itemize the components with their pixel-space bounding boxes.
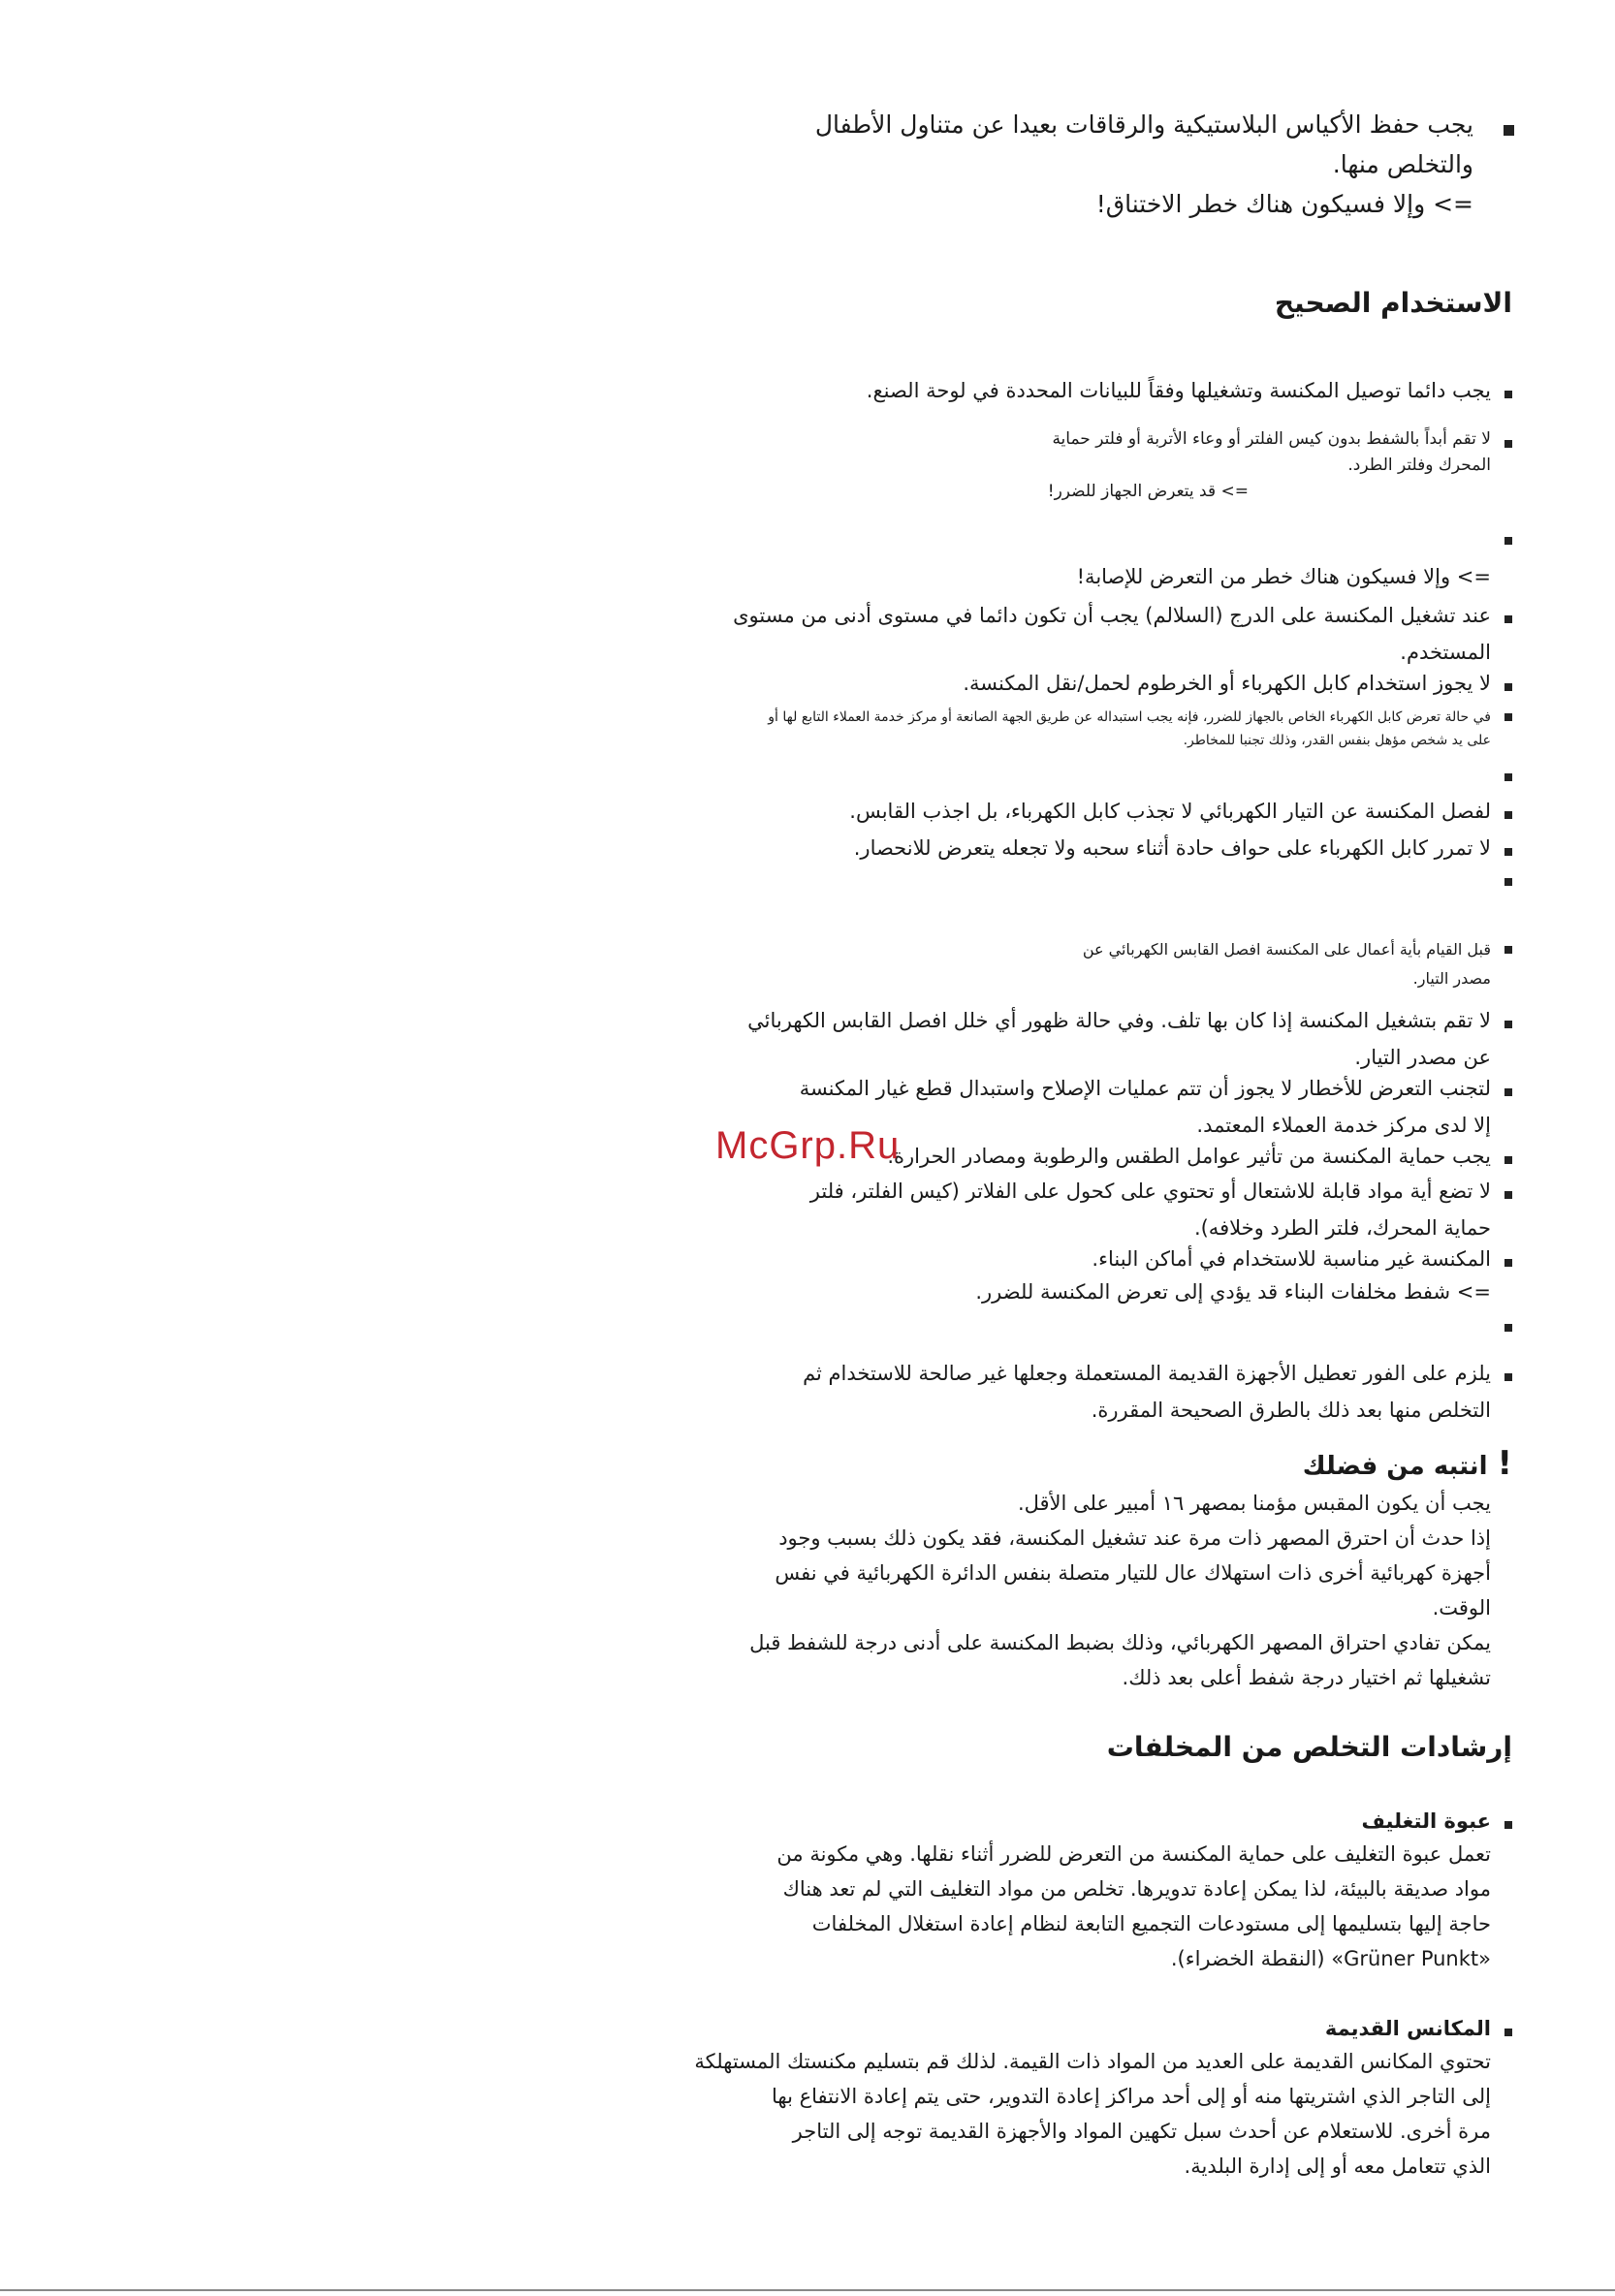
bullet-icon	[1504, 1156, 1512, 1164]
list-item-text: في حالة تعرض كابل الكهرباء الخاص بالجهاز للضرر، فإنه يجب استبداله عن طريق الجهة الصانعة أو مركز خدمة العملاء التابع لها أو	[768, 709, 1491, 725]
list-item-text: يجب دائما توصيل المكنسة وتشغيلها وفقاً للبيانات المحددة في لوحة الصنع.	[866, 379, 1491, 402]
notice-heading-text: انتبه من فضلك	[1302, 1452, 1488, 1481]
packaging-title: عبوة التغليف	[1361, 1809, 1491, 1833]
list-item-text: => قد يتعرض الجهاز للضرر!	[1047, 482, 1249, 501]
list-item	[659, 374, 1512, 407]
list-item	[659, 706, 1512, 752]
list-item-text: لفصل المكنسة عن التيار الكهربائي لا تجذب كابل الكهرباء، بل اجذب القابس.	[849, 800, 1491, 823]
list-item-text: مصدر التيار.	[1412, 969, 1491, 988]
bullet-icon	[1504, 537, 1512, 545]
list-item	[659, 1242, 1512, 1308]
bullet-icon	[1504, 773, 1512, 781]
bullet-icon	[1504, 2029, 1512, 2036]
notice-line: أجهزة كهربائية أخرى ذات استهلاك عال للتيار متصلة بنفس الدائرة الكهربائية في نفس	[775, 1561, 1491, 1585]
notice-line: تشغيلها ثم اختيار درجة شفط أعلى بعد ذلك.	[1122, 1666, 1491, 1689]
packaging-section	[659, 1805, 1512, 1975]
section-heading-disposal: إرشادات التخلص من المخلفات	[1106, 1731, 1512, 1763]
old-appliances-line: مرة أخرى. للاستعلام عن أحدث سبل تكهين المواد والأجهزة القديمة توجه إلى التاجر	[792, 2120, 1491, 2143]
bullet-icon	[1504, 848, 1512, 856]
top-warning-line-2: والتخلص منها.	[1332, 150, 1473, 178]
old-appliances-line: إلى التاجر الذي اشتريتها منه أو إلى أحد مراكز إعادة التدوير، حتى يتم إعادة الانتفاع بها	[772, 2085, 1491, 2108]
bullet-icon	[1504, 878, 1512, 886]
bullet-icon	[1504, 1191, 1512, 1199]
list-item-text: المستخدم.	[1400, 641, 1491, 664]
bullet-icon	[1504, 713, 1512, 721]
bullet-icon	[1504, 440, 1512, 448]
list-item-text: التخلص منها بعد ذلك بالطرق الصحيحة المقررة.	[1091, 1399, 1491, 1422]
list-item-text: المكنسة غير مناسبة للاستخدام في أماكن البناء.	[1092, 1247, 1491, 1271]
warning-icon: !	[1497, 1444, 1512, 1483]
bullet-icon	[1504, 946, 1512, 954]
packaging-line: «Grüner Punkt» (النقطة الخضراء).	[1170, 1947, 1491, 1970]
footer-rule	[0, 2289, 1615, 2291]
list-item	[659, 1357, 1512, 1427]
list-item-text: عند تشغيل المكنسة على الدرج (السلالم) يجب أن تكون دائما في مستوى أدنى من مستوى	[733, 604, 1491, 627]
old-appliances-line: تحتوي المكانس القديمة على العديد من المواد ذات القيمة. لذلك قم بتسليم مكنستك المستهلكة	[694, 2050, 1491, 2073]
bullet-icon	[1504, 391, 1512, 398]
section-heading-correct-use: الاستخدام الصحيح	[1274, 287, 1512, 319]
list-item-text: قبل القيام بأية أعمال على المكنسة افصل القابس الكهربائي عن	[1082, 940, 1491, 959]
top-warning-line-3: => وإلا فسيكون هناك خطر الاختناق!	[1095, 190, 1473, 218]
list-item	[659, 599, 1512, 669]
top-warning	[659, 109, 1512, 221]
list-item-text: => شفط مخلفات البناء قد يؤدي إلى تعرض المكنسة للضرر.	[975, 1280, 1491, 1304]
bullet-icon	[1504, 1088, 1512, 1096]
old-appliances-line: الذي تتعامل معه أو إلى إدارة البلدية.	[1184, 2154, 1491, 2178]
list-item-text: عن مصدر التيار.	[1354, 1046, 1491, 1069]
bullet-icon	[1504, 1259, 1512, 1267]
list-item-text: لا تمرر كابل الكهرباء على حواف حادة أثناء سحبه ولا تجعله يتعرض للانحصار.	[853, 836, 1491, 860]
list-item-text: حماية المحرك، فلتر الطرد وخلافه).	[1193, 1216, 1491, 1240]
bullet-icon	[1504, 811, 1512, 819]
list-item	[659, 938, 1512, 991]
list-item	[659, 560, 1512, 593]
bullet-icon	[1504, 1373, 1512, 1381]
packaging-line: مواد صديقة بالبيئة، لذا يمكن إعادة تدويرها. تخلص من مواد التغليف التي لم تعد هناك	[782, 1877, 1491, 1901]
notice-line: إذا حدث أن احترق المصهر ذات مرة عند تشغيل المكنسة، فقد يكون ذلك بسبب وجود	[778, 1526, 1491, 1550]
list-item-text: لا تضع أية مواد قابلة للاشتعال أو تحتوي على كحول على الفلاتر (كيس الفلتر، فلتر	[809, 1179, 1491, 1203]
bullet-icon	[1504, 1821, 1512, 1829]
bullet-icon	[1504, 1021, 1512, 1028]
bullet-icon	[1504, 125, 1514, 136]
list-item-text: لا يجوز استخدام كابل الكهرباء أو الخرطوم لحمل/نقل المكنسة.	[963, 672, 1491, 695]
list-item-text: على يد شخص مؤهل بنفس القدر، وذلك تجنبا للمخاطر.	[1183, 733, 1491, 748]
list-item	[659, 1175, 1512, 1244]
notice-line: الوقت.	[1432, 1596, 1491, 1620]
list-item-text: لا تقم بتشغيل المكنسة إذا كان بها تلف. وفي حالة ظهور أي خلل افصل القابس الكهربائي	[747, 1009, 1491, 1032]
packaging-line: تعمل عبوة التغليف على حماية المكنسة من التعرض للضرر أثناء نقلها. وهي مكونة من	[776, 1842, 1491, 1866]
list-item-text: إلا لدى مركز خدمة العملاء المعتمد.	[1196, 1114, 1491, 1137]
old-appliances-title: المكانس القديمة	[1324, 2017, 1491, 2040]
list-item	[659, 1004, 1512, 1074]
list-item-text: => وإلا فسيكون هناك خطر من التعرض للإصابة!	[1076, 565, 1491, 588]
notice-body	[659, 1487, 1512, 1694]
notice-heading	[659, 1444, 1512, 1486]
old-appliances-section	[659, 2012, 1512, 2183]
list-item-text: يلزم على الفور تعطيل الأجهزة القديمة المستعملة وجعلها غير صالحة للاستخدام ثم	[803, 1362, 1491, 1385]
list-item-text: لا تقم أبداً بالشفط بدون كيس الفلتر أو وعاء الأتربة أو فلتر حماية	[1052, 429, 1491, 449]
bullet-icon	[1504, 1324, 1512, 1332]
notice-line: يجب أن يكون المقبس مؤمنا بمصهر ١٦ أمبير على الأقل.	[1017, 1492, 1491, 1515]
watermark-text: McGrp.Ru	[715, 1124, 901, 1167]
list-item	[659, 667, 1512, 700]
list-item-text: المحرك وفلتر الطرد.	[1347, 456, 1491, 475]
list-item-text: يجب حماية المكنسة من تأثير عوامل الطقس والرطوبة ومصادر الحرارة.	[887, 1145, 1491, 1168]
notice-line: يمكن تفادي احتراق المصهر الكهربائي، وذلك بضبط المكنسة على أدنى درجة للشفط قبل	[749, 1631, 1491, 1654]
bullet-icon	[1504, 683, 1512, 691]
list-item-text: لتجنب التعرض للأخطار لا يجوز أن تتم عمليات الإصلاح واستبدال قطع غيار المكنسة	[799, 1077, 1491, 1100]
list-item	[659, 426, 1512, 505]
bullet-icon	[1504, 615, 1512, 623]
list-item	[659, 795, 1512, 828]
packaging-line: حاجة إليها بتسليمها إلى مستودعات التجميع التابعة لنظام إعادة استغلال المخلفات	[811, 1912, 1491, 1935]
top-warning-line-1: يجب حفظ الأكياس البلاستيكية والرقاقات بعيدا عن متناول الأطفال	[814, 110, 1473, 139]
list-item	[659, 832, 1512, 865]
